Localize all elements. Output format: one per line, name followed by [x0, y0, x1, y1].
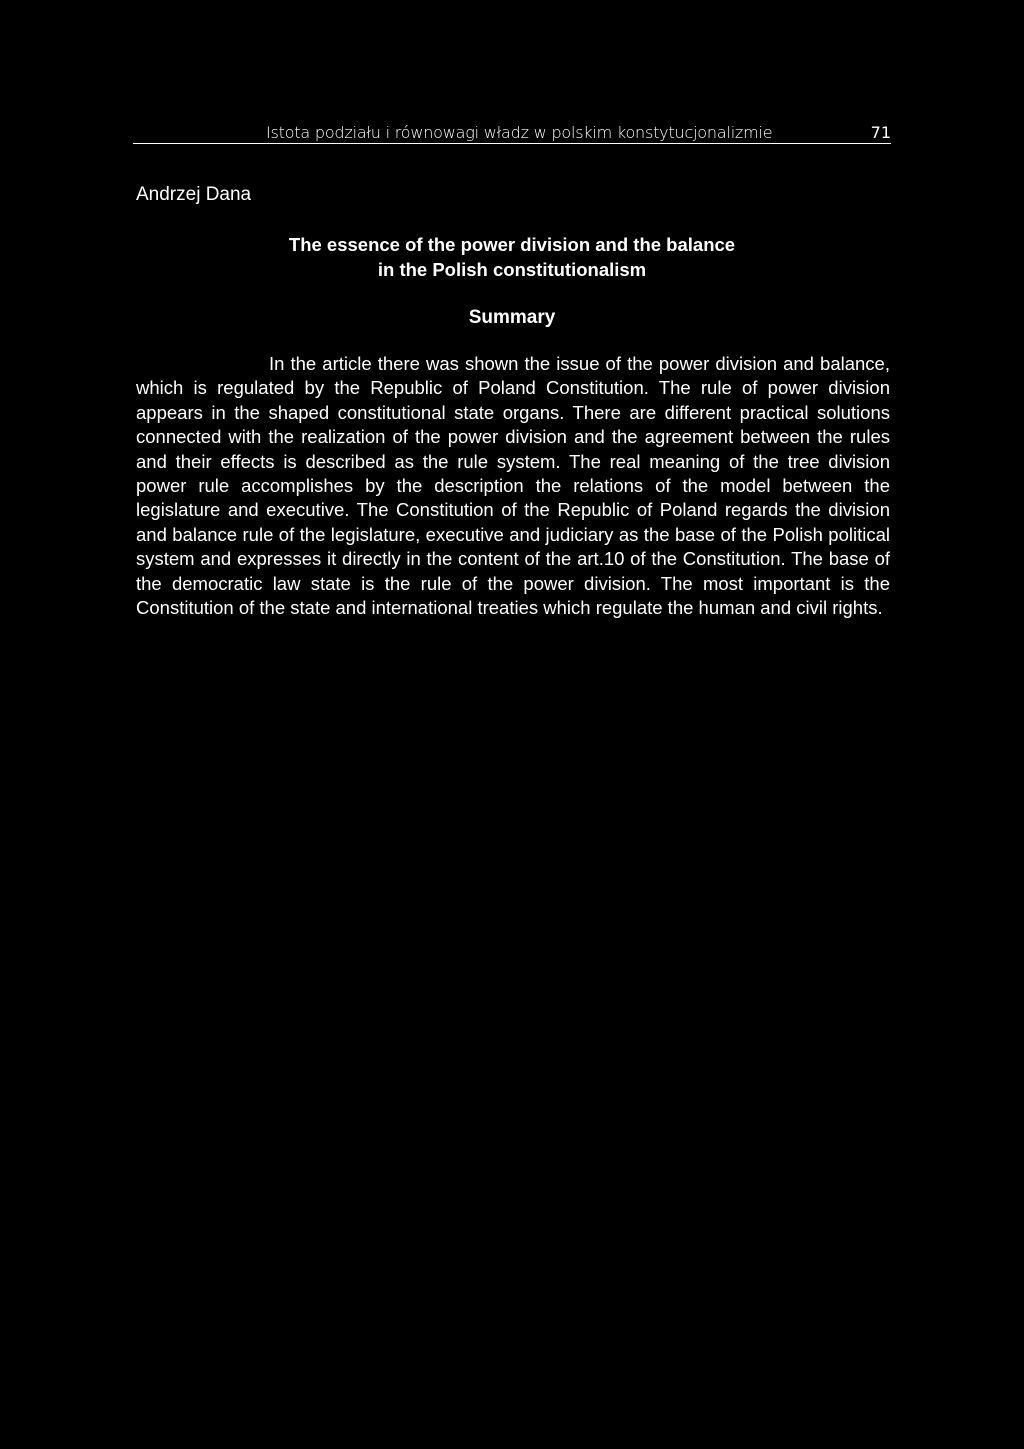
summary-paragraph: In the article there was shown the issue of the power division and balance, which is regulated by the Republic of Poland Constitution. The rule of power division appears in the shaped constitutional state organs. There are different practical solutions connected with the realization of the power division and the agreement between the rules and their effects is described as the rule system. The real meaning of the tree division power rule accomplishes by the description the relations of the model between the legislature and executive. The Constitution of the Republic of Poland regards the division and balance rule of the legislature, executive and judiciary as the base of the Polish political system and expresses it directly in the content of the art.10 of the Constitution. The base of the democratic law state is the rule of the power division. The most important is the Constitution of the state and international treaties which regulate the human and civil rights.: [136, 353, 890, 619]
running-title: Istota podziału i równowagi władz w polskim konstytucjonalizmie: [266, 123, 773, 142]
article-title-line-1: The essence of the power division and the balance: [288, 234, 736, 255]
summary-heading: Summary: [468, 307, 556, 328]
article-title: [136, 232, 888, 282]
author-name: Andrzej Dana: [136, 184, 252, 205]
page-number: 71: [870, 123, 891, 142]
running-header: [133, 121, 891, 144]
article-title-line-2: in the Polish constitutionalism: [377, 259, 647, 280]
